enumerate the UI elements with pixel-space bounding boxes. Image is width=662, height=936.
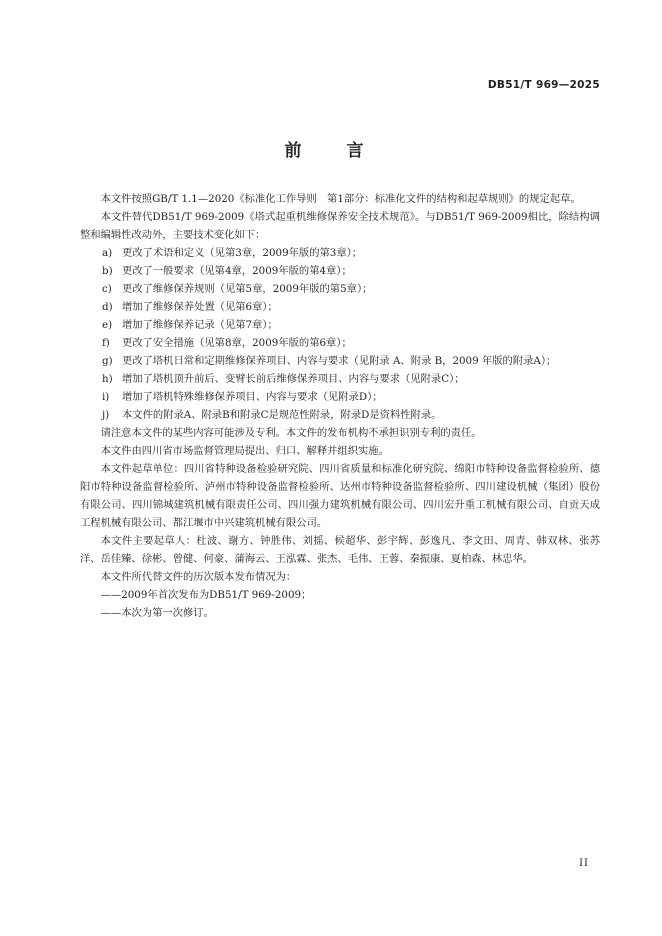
proposer-paragraph: 本文件由四川省市场监督管理局提出、归口、解释并组织实施。	[100, 445, 389, 457]
history-intro: 本文件所代替文件的历次版本发布情况为：	[100, 571, 297, 583]
list-text: 增加了塔机顶升前后、变臂长前后维修保养项目、内容与要求（见附录C）；	[122, 373, 465, 385]
paragraph: 本文件替代DB51/T 969-2009《塔式起重机维修保养安全技术规范》。与DB51/T 969-2009相比，除结构调整和编辑性改动外，主要技术变化如下：	[80, 211, 600, 241]
list-item	[80, 280, 600, 298]
list-marker: h)	[102, 373, 113, 385]
list-item	[80, 262, 600, 280]
patent-notice: 请注意本文件的某些内容可能涉及专利。本文件的发布机构不承担识别专利的责任。	[100, 427, 482, 439]
list-text: 更改了一般要求（见第4章，2009年版的第4章）；	[122, 265, 352, 277]
list-text: 增加了塔机特殊维修保养项目、内容与要求（见附录D）；	[122, 391, 383, 403]
history-item: ——本次为第一次修订。	[100, 607, 214, 619]
page-number: II	[579, 858, 589, 869]
list-marker: c)	[102, 283, 112, 295]
drafting-units-paragraph: 本文件起草单位：四川省特种设备检验研究院、四川省质量和标准化研究院、绵阳市特种设备监督检验所、德阳市特种设备监督检验所、泸州市特种设备监督检验所、达州市特种设备监督检验所、四川建设机械（集团）股份有限公司、四川锦城建筑机械有限责任公司、四川强力建筑机械有限公司、四川宏升重工机械有限公司、自贡天成工程机械有限公司、都江堰市中兴建筑机械有限公司。	[80, 463, 600, 529]
list-item	[80, 370, 600, 388]
list-item	[80, 244, 600, 262]
list-item	[80, 388, 600, 406]
list-marker: d)	[102, 301, 113, 313]
changes-list	[80, 244, 600, 424]
list-text: 本文件的附录A、附录B和附录C是规范性附录，附录D是资料性附录。	[122, 409, 442, 421]
standard-code: DB51/T 969—2025	[487, 79, 600, 91]
list-text: 更改了术语和定义（见第3章，2009年版的第3章）；	[122, 247, 363, 259]
history-item: ——2009年首次发布为DB51/T 969-2009；	[100, 589, 312, 601]
list-marker: g)	[102, 355, 113, 367]
list-marker: f)	[102, 337, 110, 349]
list-marker: j)	[102, 409, 110, 421]
list-item	[80, 406, 600, 424]
list-text: 更改了安全措施（见第8章，2009年版的第6章）；	[122, 337, 352, 349]
list-item	[80, 316, 600, 334]
list-text: 增加了维修保养记录（见第7章）；	[122, 319, 278, 331]
list-item	[80, 352, 600, 370]
list-marker: a)	[102, 247, 113, 259]
foreword-body	[80, 190, 600, 622]
page-title: 前 言	[284, 141, 378, 161]
list-marker: i)	[102, 391, 110, 403]
list-marker: e)	[102, 319, 113, 331]
list-text: 更改了维修保养规则（见第5章，2009年版的第5章）；	[122, 283, 373, 295]
drafters-paragraph: 本文件主要起草人：杜波、谢方、钟胜伟、刘摇、候超华、彭宇辉、彭逸凡、李文田、周青、韩双林、张苏洋、岳佳臻、徐彬、曾健、何豪、蒲海云、王泓霖、张杰、毛伟、王蓉、秦振康、夏柏森、林忠华。	[80, 535, 600, 565]
list-text: 增加了维修保养处置（见第6章）；	[122, 301, 278, 313]
paragraph: 本文件按照GB/T 1.1—2020《标准化工作导则 第1部分：标准化文件的结构和起草规则》的规定起草。	[100, 193, 581, 205]
list-marker: b)	[102, 265, 113, 277]
list-item	[80, 334, 600, 352]
list-item	[80, 298, 600, 316]
list-text: 更改了塔机日常和定期维修保养项目、内容与要求（见附录 A、附录 B，2009 年版的附录A）；	[122, 355, 557, 367]
